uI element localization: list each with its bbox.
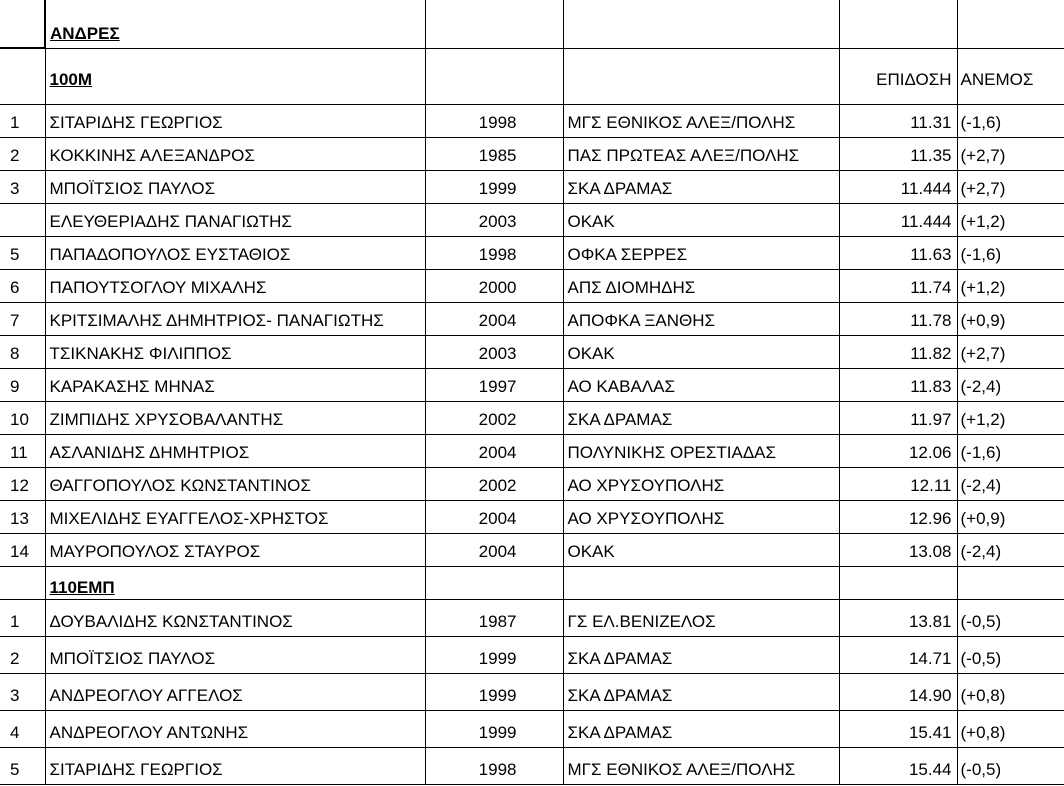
- wind-cell[interactable]: (-2,4): [957, 467, 1064, 500]
- birth-year-cell[interactable]: 1985: [425, 137, 563, 170]
- results-table-body: [0, 0, 1064, 104]
- title-row: [0, 0, 1064, 48]
- birth-year-cell[interactable]: 2004: [425, 302, 563, 335]
- athlete-name-cell[interactable]: ΜΠΟΪΤΣΙΟΣ ΠΑΥΛΟΣ: [45, 170, 425, 203]
- club-cell[interactable]: ΠΑΣ ΠΡΩΤΕΑΣ ΑΛΕΞ/ΠΟΛΗΣ: [563, 137, 839, 170]
- athlete-name-cell[interactable]: ΜΠΟΪΤΣΙΟΣ ΠΑΥΛΟΣ: [45, 636, 425, 673]
- birth-year-cell[interactable]: 2002: [425, 401, 563, 434]
- rank-cell[interactable]: 3: [0, 673, 45, 710]
- table-row: [0, 401, 1064, 434]
- club-cell[interactable]: ΜΓΣ ΕΘΝΙΚΟΣ ΑΛΕΞ/ΠΟΛΗΣ: [563, 747, 839, 784]
- club-cell[interactable]: ΠΟΛΥΝΙΚΗΣ ΟΡΕΣΤΙΑΔΑΣ: [563, 434, 839, 467]
- club-cell[interactable]: ΟΚΑΚ: [563, 203, 839, 236]
- club-cell[interactable]: ΟΚΑΚ: [563, 533, 839, 566]
- birth-year-cell[interactable]: 1998: [425, 747, 563, 784]
- club-cell[interactable]: ΑΟ ΚΑΒΑΛΑΣ: [563, 368, 839, 401]
- athlete-name-cell[interactable]: ΘΑΓΓΟΠΟΥΛΟΣ ΚΩΝΣΤΑΝΤΙΝΟΣ: [45, 467, 425, 500]
- birth-year-cell[interactable]: 2004: [425, 500, 563, 533]
- event-title-100m[interactable]: 100Μ: [45, 48, 425, 104]
- athlete-name-cell[interactable]: ΔΟΥΒΑΛΙΔΗΣ ΚΩΝΣΤΑΝΤΙΝΟΣ: [45, 599, 425, 636]
- club-cell[interactable]: ΑΠΣ ΔΙΟΜΗΔΗΣ: [563, 269, 839, 302]
- table-row: [0, 599, 1064, 636]
- table-row: [0, 434, 1064, 467]
- birth-year-cell[interactable]: 2004: [425, 533, 563, 566]
- rank-cell[interactable]: 14: [0, 533, 45, 566]
- birth-year-cell[interactable]: 1999: [425, 170, 563, 203]
- wind-cell[interactable]: (+2,7): [957, 137, 1064, 170]
- wind-cell[interactable]: (+1,2): [957, 401, 1064, 434]
- birth-year-cell[interactable]: 2004: [425, 434, 563, 467]
- performance-cell[interactable]: 15.44: [839, 747, 957, 784]
- birth-year-cell[interactable]: 1997: [425, 368, 563, 401]
- rank-cell[interactable]: 2: [0, 636, 45, 673]
- performance-cell[interactable]: 11.35: [839, 137, 957, 170]
- empty-cell[interactable]: [563, 566, 839, 599]
- athlete-name-cell[interactable]: ΕΛΕΥΘΕΡΙΑΔΗΣ ΠΑΝΑΓΙΩΤΗΣ: [45, 203, 425, 236]
- birth-year-cell[interactable]: 2002: [425, 467, 563, 500]
- athlete-name-cell[interactable]: ΑΝΔΡΕΟΓΛΟΥ ΑΝΤΩΝΗΣ: [45, 710, 425, 747]
- event-title-110emp[interactable]: 110ΕΜΠ: [45, 566, 425, 599]
- wind-cell[interactable]: (+0,9): [957, 302, 1064, 335]
- event-110emp-rows: [0, 599, 1064, 784]
- wind-cell[interactable]: (-2,4): [957, 533, 1064, 566]
- performance-cell[interactable]: 12.96: [839, 500, 957, 533]
- table-row: [0, 302, 1064, 335]
- empty-cell[interactable]: [839, 0, 957, 48]
- rank-cell[interactable]: 5: [0, 236, 45, 269]
- wind-cell[interactable]: (+0,9): [957, 500, 1064, 533]
- club-cell[interactable]: ΑΠΟΦΚΑ ΞΑΝΘΗΣ: [563, 302, 839, 335]
- event-110emp-header: [0, 566, 1064, 599]
- athlete-name-cell[interactable]: ΣΙΤΑΡΙΔΗΣ ΓΕΩΡΓΙΟΣ: [45, 747, 425, 784]
- wind-cell[interactable]: (+2,7): [957, 170, 1064, 203]
- performance-cell[interactable]: 11.444: [839, 203, 957, 236]
- athlete-name-cell[interactable]: ΤΣΙΚΝΑΚΗΣ ΦΙΛΙΠΠΟΣ: [45, 335, 425, 368]
- club-cell[interactable]: ΑΟ ΧΡΥΣΟΥΠΟΛΗΣ: [563, 467, 839, 500]
- athlete-name-cell[interactable]: ΜΙΧΕΛΙΔΗΣ ΕΥΑΓΓΕΛΟΣ-ΧΡΗΣΤΟΣ: [45, 500, 425, 533]
- table-row: [0, 533, 1064, 566]
- corner-cell[interactable]: [0, 0, 45, 48]
- table-row: [0, 269, 1064, 302]
- rank-cell[interactable]: 13: [0, 500, 45, 533]
- empty-cell[interactable]: [957, 0, 1064, 48]
- birth-year-cell[interactable]: 1999: [425, 673, 563, 710]
- athlete-name-cell[interactable]: ΚΡΙΤΣΙΜΑΛΗΣ ΔΗΜΗΤΡΙΟΣ- ΠΑΝΑΓΙΩΤΗΣ: [45, 302, 425, 335]
- athlete-name-cell[interactable]: ΚΟΚΚΙΝΗΣ ΑΛΕΞΑΝΔΡΟΣ: [45, 137, 425, 170]
- rank-cell[interactable]: 1: [0, 104, 45, 137]
- wind-cell[interactable]: (+0,8): [957, 710, 1064, 747]
- wind-cell[interactable]: (+1,2): [957, 269, 1064, 302]
- club-cell[interactable]: ΟΚΑΚ: [563, 335, 839, 368]
- performance-cell[interactable]: 11.78: [839, 302, 957, 335]
- club-cell[interactable]: ΣΚΑ ΔΡΑΜΑΣ: [563, 710, 839, 747]
- rank-cell[interactable]: 5: [0, 747, 45, 784]
- birth-year-cell[interactable]: 1999: [425, 710, 563, 747]
- table-row: [0, 710, 1064, 747]
- club-cell[interactable]: ΑΟ ΧΡΥΣΟΥΠΟΛΗΣ: [563, 500, 839, 533]
- performance-cell[interactable]: 11.31: [839, 104, 957, 137]
- rank-cell[interactable]: 8: [0, 335, 45, 368]
- table-row: [0, 673, 1064, 710]
- performance-cell[interactable]: 11.444: [839, 170, 957, 203]
- performance-cell[interactable]: 11.82: [839, 335, 957, 368]
- table-row: [0, 636, 1064, 673]
- athlete-name-cell[interactable]: ΠΑΠΟΥΤΣΟΓΛΟΥ ΜΙΧΑΛΗΣ: [45, 269, 425, 302]
- club-cell[interactable]: ΓΣ ΕΛ.ΒΕΝΙΖΕΛΟΣ: [563, 599, 839, 636]
- empty-cell[interactable]: [425, 48, 563, 104]
- table-row: [0, 236, 1064, 269]
- performance-cell[interactable]: 15.41: [839, 710, 957, 747]
- rank-cell[interactable]: 4: [0, 710, 45, 747]
- club-cell[interactable]: ΣΚΑ ΔΡΑΜΑΣ: [563, 170, 839, 203]
- wind-cell[interactable]: (-0,5): [957, 599, 1064, 636]
- table-row: [0, 104, 1064, 137]
- performance-cell[interactable]: 13.81: [839, 599, 957, 636]
- performance-cell[interactable]: 14.90: [839, 673, 957, 710]
- empty-cell[interactable]: [0, 566, 45, 599]
- empty-cell[interactable]: [957, 566, 1064, 599]
- event-100m-rows: [0, 104, 1064, 566]
- empty-cell[interactable]: [425, 0, 563, 48]
- rank-cell[interactable]: 9: [0, 368, 45, 401]
- event-header-row: [0, 48, 1064, 104]
- athlete-name-cell[interactable]: ΠΑΠΑΔΟΠΟΥΛΟΣ ΕΥΣΤΑΘΙΟΣ: [45, 236, 425, 269]
- table-row: [0, 368, 1064, 401]
- empty-cell[interactable]: [425, 566, 563, 599]
- birth-year-cell[interactable]: 1987: [425, 599, 563, 636]
- performance-cell[interactable]: 12.06: [839, 434, 957, 467]
- wind-cell[interactable]: (-1,6): [957, 104, 1064, 137]
- athlete-name-cell[interactable]: ΚΑΡΑΚΑΣΗΣ ΜΗΝΑΣ: [45, 368, 425, 401]
- rank-cell[interactable]: [0, 203, 45, 236]
- club-cell[interactable]: ΟΦΚΑ ΣΕΡΡΕΣ: [563, 236, 839, 269]
- rank-cell[interactable]: 12: [0, 467, 45, 500]
- performance-cell[interactable]: 11.74: [839, 269, 957, 302]
- performance-cell[interactable]: 11.97: [839, 401, 957, 434]
- wind-cell[interactable]: (+2,7): [957, 335, 1064, 368]
- club-cell[interactable]: ΜΓΣ ΕΘΝΙΚΟΣ ΑΛΕΞ/ΠΟΛΗΣ: [563, 104, 839, 137]
- birth-year-cell[interactable]: 1998: [425, 236, 563, 269]
- athlete-name-cell[interactable]: ΖΙΜΠΙΔΗΣ ΧΡΥΣΟΒΑΛΑΝΤΗΣ: [45, 401, 425, 434]
- club-cell[interactable]: ΣΚΑ ΔΡΑΜΑΣ: [563, 401, 839, 434]
- birth-year-cell[interactable]: 2003: [425, 203, 563, 236]
- rank-cell[interactable]: 7: [0, 302, 45, 335]
- table-row: [0, 137, 1064, 170]
- table-row: [0, 747, 1064, 784]
- athlete-name-cell[interactable]: ΑΣΛΑΝΙΔΗΣ ΔΗΜΗΤΡΙΟΣ: [45, 434, 425, 467]
- event-header-row: [0, 566, 1064, 599]
- birth-year-cell[interactable]: 2003: [425, 335, 563, 368]
- birth-year-cell[interactable]: 2000: [425, 269, 563, 302]
- wind-header[interactable]: ΑΝΕΜΟΣ: [957, 48, 1064, 104]
- performance-cell[interactable]: 12.11: [839, 467, 957, 500]
- page-title[interactable]: ΑΝΔΡΕΣ: [45, 0, 425, 48]
- wind-cell[interactable]: (-0,5): [957, 747, 1064, 784]
- wind-cell[interactable]: (-1,6): [957, 434, 1064, 467]
- wind-cell[interactable]: (-2,4): [957, 368, 1064, 401]
- performance-cell[interactable]: 14.71: [839, 636, 957, 673]
- athlete-name-cell[interactable]: ΜΑΥΡΟΠΟΥΛΟΣ ΣΤΑΥΡΟΣ: [45, 533, 425, 566]
- athlete-name-cell[interactable]: ΣΙΤΑΡΙΔΗΣ ΓΕΩΡΓΙΟΣ: [45, 104, 425, 137]
- table-row: [0, 335, 1064, 368]
- empty-cell[interactable]: [0, 48, 45, 104]
- performance-header[interactable]: ΕΠΙΔΟΣΗ: [839, 48, 957, 104]
- wind-cell[interactable]: (-0,5): [957, 636, 1064, 673]
- athlete-name-cell[interactable]: ΑΝΔΡΕΟΓΛΟΥ ΑΓΓΕΛΟΣ: [45, 673, 425, 710]
- club-cell[interactable]: ΣΚΑ ΔΡΑΜΑΣ: [563, 636, 839, 673]
- performance-cell[interactable]: 11.83: [839, 368, 957, 401]
- rank-cell[interactable]: 3: [0, 170, 45, 203]
- table-row: [0, 203, 1064, 236]
- table-row: [0, 467, 1064, 500]
- rank-cell[interactable]: 1: [0, 599, 45, 636]
- rank-cell[interactable]: 2: [0, 137, 45, 170]
- rank-cell[interactable]: 11: [0, 434, 45, 467]
- empty-cell[interactable]: [563, 48, 839, 104]
- club-cell[interactable]: ΣΚΑ ΔΡΑΜΑΣ: [563, 673, 839, 710]
- performance-cell[interactable]: 13.08: [839, 533, 957, 566]
- empty-cell[interactable]: [839, 566, 957, 599]
- birth-year-cell[interactable]: 1999: [425, 636, 563, 673]
- wind-cell[interactable]: (+0,8): [957, 673, 1064, 710]
- wind-cell[interactable]: (-1,6): [957, 236, 1064, 269]
- rank-cell[interactable]: 6: [0, 269, 45, 302]
- wind-cell[interactable]: (+1,2): [957, 203, 1064, 236]
- birth-year-cell[interactable]: 1998: [425, 104, 563, 137]
- rank-cell[interactable]: 10: [0, 401, 45, 434]
- table-row: [0, 170, 1064, 203]
- empty-cell[interactable]: [563, 0, 839, 48]
- table-row: [0, 500, 1064, 533]
- performance-cell[interactable]: 11.63: [839, 236, 957, 269]
